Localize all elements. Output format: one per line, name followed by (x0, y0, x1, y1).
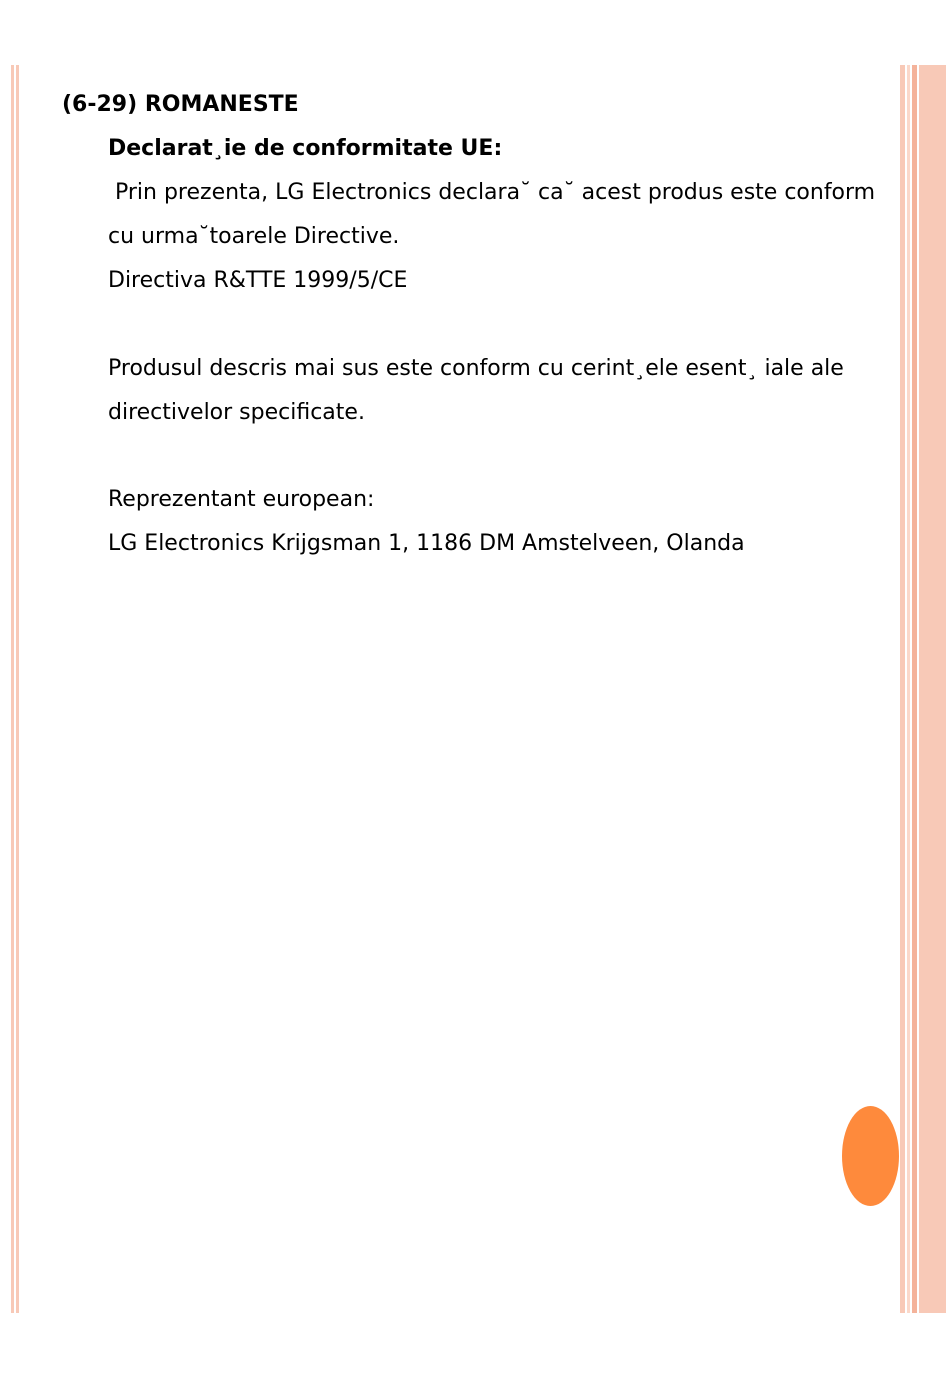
paragraph2-line1: Produsul descris mai sus este conform cu cerint¸ele esent¸ iale ale (108, 356, 844, 381)
representative-address: LG Electronics Krijgsman 1, 1186 DM Amstelveen, Olanda (108, 531, 745, 556)
paragraph2-line2: directivelor specificate. (108, 400, 365, 425)
directive-text: Directiva R&TTE 1999/5/CE (108, 268, 408, 293)
section-title: (6-29) ROMANESTE (62, 92, 299, 117)
declaration-heading: Declarat¸ie de conformitate UE: (108, 136, 503, 161)
paragraph1-line1: Prin prezenta, LG Electronics declara˘ ca˘ acest produs este conform (108, 180, 876, 205)
paragraph1-line2: cu urma˘toarele Directive. (108, 224, 400, 249)
representative-label: Reprezentant european: (108, 487, 375, 512)
orange-oval-decoration (842, 1106, 899, 1206)
right-decorative-border (900, 65, 946, 1313)
left-decorative-border (11, 65, 19, 1313)
